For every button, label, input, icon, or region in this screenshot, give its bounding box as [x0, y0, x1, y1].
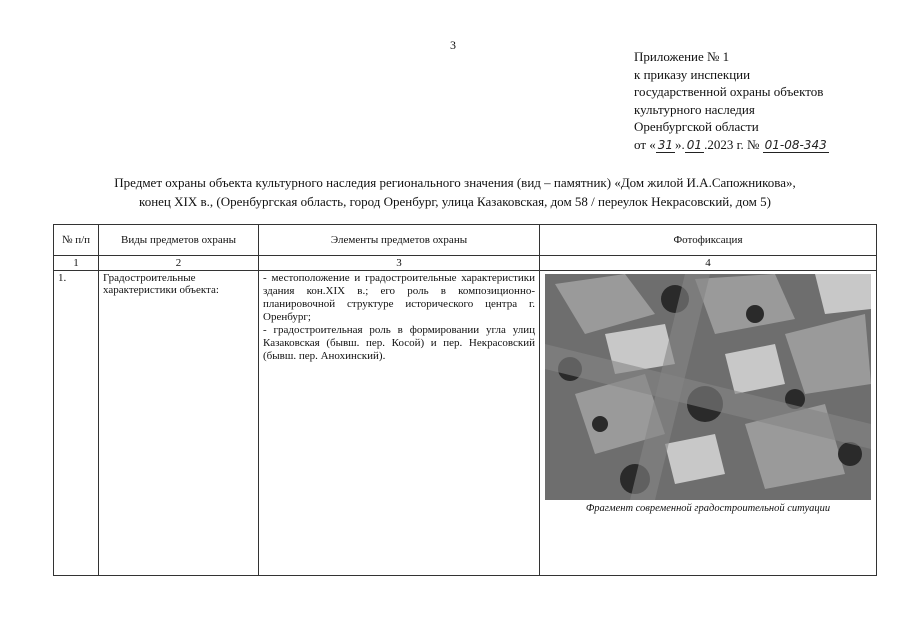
column-number: 3: [259, 256, 540, 271]
aerial-photo: [545, 274, 871, 500]
header-elements: Элементы предметов охраны: [259, 225, 540, 256]
appendix-line: культурного наследия: [634, 101, 755, 117]
document-title: [40, 173, 870, 211]
title-line-2: конец XIX в., (Оренбургская область, город Оренбург, улица Казаковская, дом 58 / переулок Некрасовский, дом 5): [139, 194, 771, 209]
row-number: 1.: [54, 271, 99, 576]
appendix-block: [634, 48, 829, 154]
header-photo: Фотофиксация: [540, 225, 877, 256]
photo-caption: Фрагмент современной градостроительной ситуации: [585, 503, 831, 514]
appendix-line: к приказу инспекции: [634, 66, 751, 82]
appendix-line: Приложение № 1: [634, 49, 730, 64]
column-number-row: [54, 256, 877, 271]
protection-table: [53, 224, 877, 576]
photo-cell: [540, 271, 877, 576]
date-prefix: от «: [634, 136, 656, 152]
date-month: 01: [686, 137, 703, 152]
header-num: № п/п: [54, 225, 99, 256]
appendix-line: Оренбургской области: [634, 119, 759, 134]
column-number: 1: [54, 256, 99, 271]
element-item: - местоположение и градостроительные характеристики здания кон.XIX в.; его роль в композиционно-планировочной структуре исторического центра г. Оренбург;: [263, 272, 535, 323]
appendix-line: государственной охраны объектов: [634, 84, 824, 99]
date-day: 31: [657, 137, 674, 152]
table-row: [54, 271, 877, 576]
page-number: 3: [450, 38, 456, 52]
column-number: 2: [99, 256, 259, 271]
table-header-row: [54, 225, 877, 256]
title-line-1: Предмет охраны объекта культурного наследия регионального значения (вид – памятник) «Дом жилой И.А.Сапожникова»,: [114, 175, 796, 190]
protection-elements: [259, 271, 540, 576]
order-date-line: [634, 136, 829, 155]
element-item: - градостроительная роль в формировании угла улиц Казаковская (бывш. пер. Косой) и пер. Некрасовский (бывш. пер. Анохинский).: [263, 324, 535, 362]
date-separator: ».: [675, 136, 685, 152]
column-number: 4: [540, 256, 877, 271]
date-year: .2023 г. №: [704, 136, 760, 152]
header-type: Виды предметов охраны: [99, 225, 259, 256]
protection-type: Градостроительные характеристики объекта:: [99, 271, 259, 576]
order-number: 01-08-343: [764, 137, 827, 152]
